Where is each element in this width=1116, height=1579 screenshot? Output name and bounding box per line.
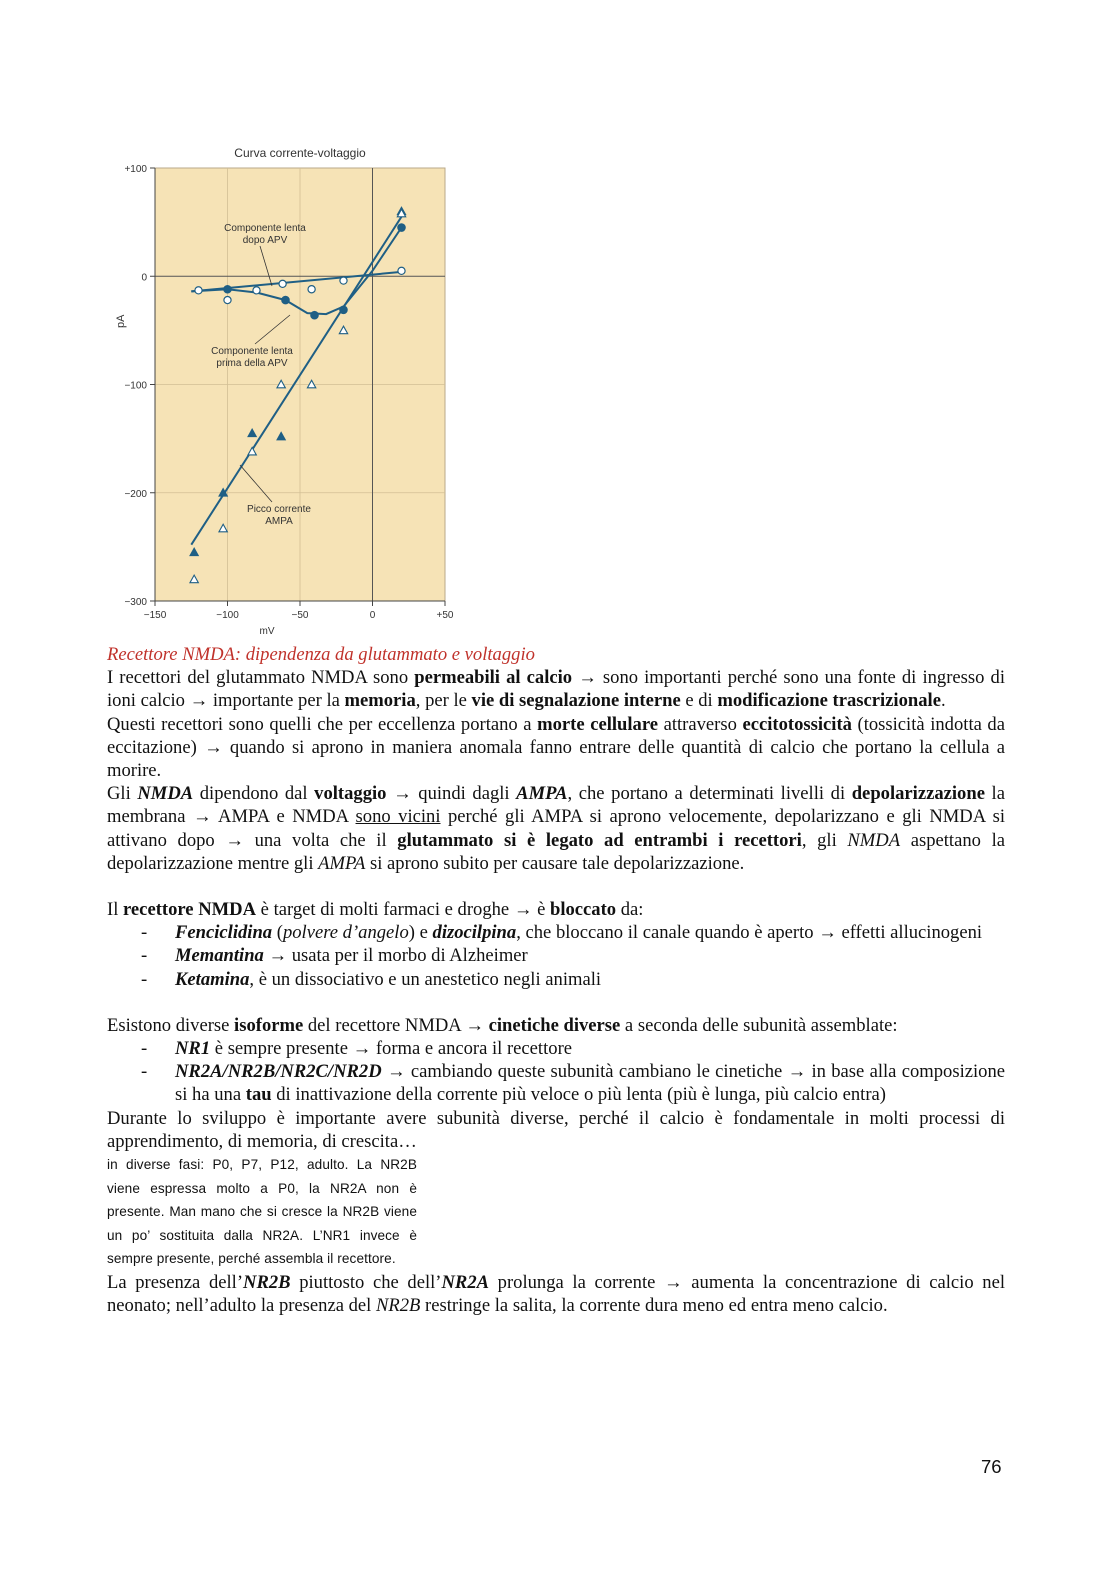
text-run: Esistono diverse: [107, 1014, 235, 1036]
text-run: Memantina: [175, 945, 264, 967]
list-item: [107, 944, 1005, 967]
text-run: eccitotossicità: [742, 713, 852, 735]
blockers-list: [107, 921, 1005, 991]
text-run: memoria: [344, 690, 416, 712]
annotation-slow-after-line1: Componente lenta: [224, 223, 306, 234]
data-point-filled-circle: [282, 296, 290, 304]
data-point-filled-circle: [224, 285, 232, 293]
text-run: , per le: [415, 690, 472, 712]
text-run: prolunga la corrente → aumenta la concentrazione di calcio nel neonato; nell’adulto la presenza del: [107, 1272, 1006, 1317]
section-heading: Recettore NMDA: dipendenza da glutammato e voltaggio: [107, 644, 535, 665]
data-point-filled-circle: [398, 224, 406, 232]
text-run: dipendono dal: [193, 783, 315, 805]
y-tick-label: −200: [124, 488, 147, 500]
data-point-filled-circle: [340, 306, 348, 314]
text-run: è target di molti farmaci e droghe → è: [256, 899, 550, 921]
x-tick-label: −150: [143, 610, 167, 621]
annotation-slow-after-line2: dopo APV: [242, 235, 288, 246]
annotation-slow-before-line1: Componente lenta: [211, 346, 293, 357]
text-run: , che bloccano il canale quando è aperto → effetti allucinogeni: [516, 922, 983, 944]
annotation-slow-before-line2: prima della APV: [216, 358, 288, 369]
annotation-slow-before: [211, 346, 293, 369]
x-tick-label: −50: [291, 610, 309, 621]
text-run: restringe la salita, la corrente dura meno ed entra meno calcio.: [420, 1295, 888, 1317]
text-run: Il: [107, 899, 124, 921]
paragraph-permeability: [107, 666, 1005, 712]
text-run: ) e: [408, 922, 433, 944]
x-tick-label: 0: [369, 610, 376, 621]
text-run: la membrana → AMPA e NMDA: [107, 783, 1005, 828]
text-run: modificazione trascrizionale: [717, 690, 941, 712]
text-run: sono vicini: [355, 806, 441, 828]
text-run: isoforme: [234, 1014, 304, 1036]
x-tick-label: +50: [436, 610, 454, 621]
text-run: Questi recettori sono quelli che per eccellenza portano a: [107, 713, 538, 735]
text-run: da:: [616, 899, 644, 921]
text-run: glutammato si è legato ad entrambi i recettori: [397, 829, 802, 851]
annotation-ampa-peak-line2: AMPA: [265, 516, 293, 527]
text-run: → quindi dagli: [386, 783, 517, 805]
text-run: , gli: [801, 829, 848, 851]
text-run: piuttosto che dell’: [290, 1272, 442, 1294]
data-point-open-circle: [224, 296, 231, 303]
text-run: NR2B: [375, 1295, 421, 1317]
text-run: voltaggio: [314, 783, 387, 805]
list-item: [107, 1037, 1005, 1060]
data-point-filled-circle: [311, 311, 319, 319]
paragraph-voltage-dependence: [107, 782, 1005, 875]
iv-curve-chart: [112, 140, 472, 645]
text-run: NR2A: [441, 1272, 490, 1294]
text-run: tau: [245, 1084, 272, 1106]
data-point-open-circle: [195, 287, 202, 294]
text-run: dizocilpina: [432, 922, 517, 944]
y-tick-label: −300: [124, 597, 147, 608]
text-run: NR1: [175, 1038, 211, 1060]
text-run: La presenza dell’: [107, 1272, 244, 1294]
text-run: è sempre presente → forma e ancora il recettore: [210, 1038, 573, 1060]
list-item: [107, 968, 1005, 991]
text-run: NMDA: [847, 829, 901, 851]
y-tick-label: 0: [141, 272, 147, 284]
data-point-open-circle: [308, 286, 315, 293]
text-run: del recettore NMDA →: [303, 1014, 489, 1036]
x-axis-label: mV: [259, 626, 275, 637]
x-tick-label: −100: [216, 610, 239, 621]
paragraph-isoforms: [107, 1014, 1005, 1037]
paragraph-nr2b: [107, 1271, 1005, 1317]
text-run: recettore NMDA: [123, 899, 257, 921]
text-run: (tossicità indotta da eccitazione) → quando si aprono in maniera anomala fanno entrare delle quantità di calcio che portano la cellula a morire.: [107, 713, 1005, 782]
paragraph-development: [107, 1107, 1005, 1153]
data-point-open-circle: [340, 277, 347, 284]
text-run: (: [272, 922, 283, 944]
text-run: → cambiando queste subunità cambiano le cinetiche → in base alla composizione si ha una: [175, 1061, 1005, 1106]
text-run: Fenciclidina: [175, 922, 273, 944]
text-run: aspettano la depolarizzazione mentre gli: [107, 829, 1005, 874]
text-run: morte cellulare: [537, 713, 659, 735]
text-run: di inattivazione della corrente più veloce o più lenta (più è lunga, più calcio entra): [271, 1084, 886, 1106]
text-run: e di: [680, 690, 718, 712]
y-tick-label: −100: [124, 380, 147, 392]
text-run: → usata per il morbo di Alzheimer: [263, 945, 528, 967]
text-run: a seconda delle subunità assemblate:: [620, 1014, 898, 1036]
text-run: permeabili al calcio: [414, 667, 573, 689]
chart-title: Curva corrente-voltaggio: [234, 146, 366, 160]
text-run: Gli: [107, 783, 138, 805]
text-run: , che portano a determinati livelli di: [567, 783, 852, 805]
list-item: [107, 1060, 1005, 1106]
paragraph-excitotoxicity: [107, 713, 1005, 783]
paragraph-drug-target: [107, 898, 1005, 921]
text-run: perché gli AMPA si aprono velocemente, depolarizzano e gli NMDA si attivano dopo → una volta che il: [107, 806, 1005, 851]
data-point-open-circle: [253, 287, 260, 294]
text-run: NR2A/NR2B/NR2C/NR2D: [175, 1061, 382, 1083]
text-run: .: [940, 690, 946, 712]
page-number: 76: [981, 1456, 1002, 1477]
data-point-open-circle: [398, 267, 405, 274]
text-run: NMDA: [137, 783, 194, 805]
document-body: [107, 643, 1005, 1317]
text-run: NR2B: [243, 1272, 291, 1294]
text-run: Ketamina: [175, 968, 250, 990]
text-run: Durante lo sviluppo è importante avere subunità diverse, perché il calcio è fondamentale in molti processi di apprendimento, di memoria, di crescita…: [107, 1107, 1005, 1152]
subunits-list: [107, 1037, 1005, 1107]
list-item: [107, 921, 1005, 944]
text-run: bloccato: [549, 899, 617, 921]
text-run: → sono importanti perché sono una fonte di ingresso di ioni calcio → importante per la: [107, 667, 1005, 712]
text-run: I recettori del glutammato NMDA sono: [107, 667, 415, 689]
annotation-ampa-peak-line1: Picco corrente: [247, 504, 311, 515]
text-run: , è un dissociativo e un anestetico negli animali: [249, 968, 602, 990]
development-note: in diverse fasi: P0, P7, P12, adulto. La NR2B viene espressa molto a P0, la NR2A non è presente. Man mano che si cresce la NR2B viene un po’ sostituita dalla NR2A. L’NR1 invece è sempre presente, perché assembla il recettore.: [107, 1157, 417, 1267]
data-point-open-circle: [279, 280, 286, 287]
text-run: vie di segnalazione interne: [471, 690, 681, 712]
text-run: polvere d’angelo: [282, 922, 409, 944]
y-axis-label: pA: [115, 314, 127, 328]
text-run: attraverso: [658, 713, 743, 735]
text-run: si aprono subito per causare tale depolarizzazione.: [365, 852, 745, 874]
y-tick-label: +100: [124, 164, 147, 175]
text-run: AMPA: [318, 852, 366, 874]
text-run: depolarizzazione: [851, 783, 985, 805]
text-run: cinetiche diverse: [488, 1014, 621, 1036]
text-run: AMPA: [516, 783, 568, 805]
